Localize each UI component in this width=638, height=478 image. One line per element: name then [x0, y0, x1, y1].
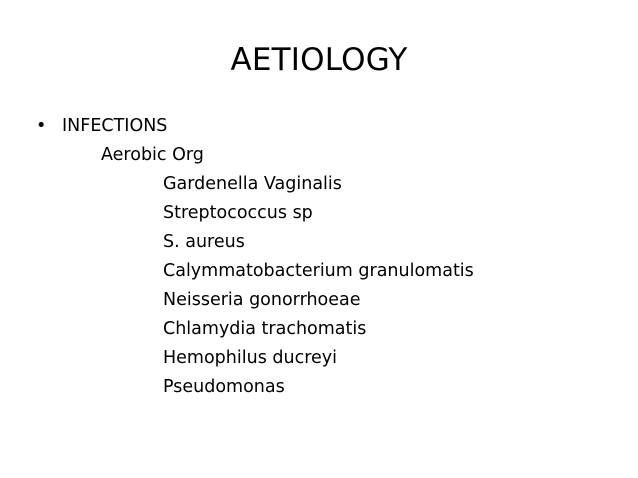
- list-item: Neisseria gonorrhoeae: [163, 290, 361, 310]
- bullet-item-infections: [36, 112, 616, 141]
- slide-title: AETIOLOGY: [230, 42, 408, 78]
- slide-content: [36, 112, 616, 402]
- subheading-aerobic: Aerobic Org: [101, 145, 204, 165]
- list-item: Chlamydia trachomatis: [163, 319, 367, 339]
- list-item: S. aureus: [163, 232, 245, 252]
- bullet-icon: •: [36, 116, 47, 136]
- list-item: Gardenella Vaginalis: [163, 174, 342, 194]
- bullet-text: INFECTIONS: [62, 116, 168, 136]
- list-item: Streptococcus sp: [163, 203, 313, 223]
- list-item: Pseudomonas: [163, 377, 285, 397]
- list-item: Calymmatobacterium granulomatis: [163, 261, 474, 281]
- list-item: Hemophilus ducreyi: [163, 348, 337, 368]
